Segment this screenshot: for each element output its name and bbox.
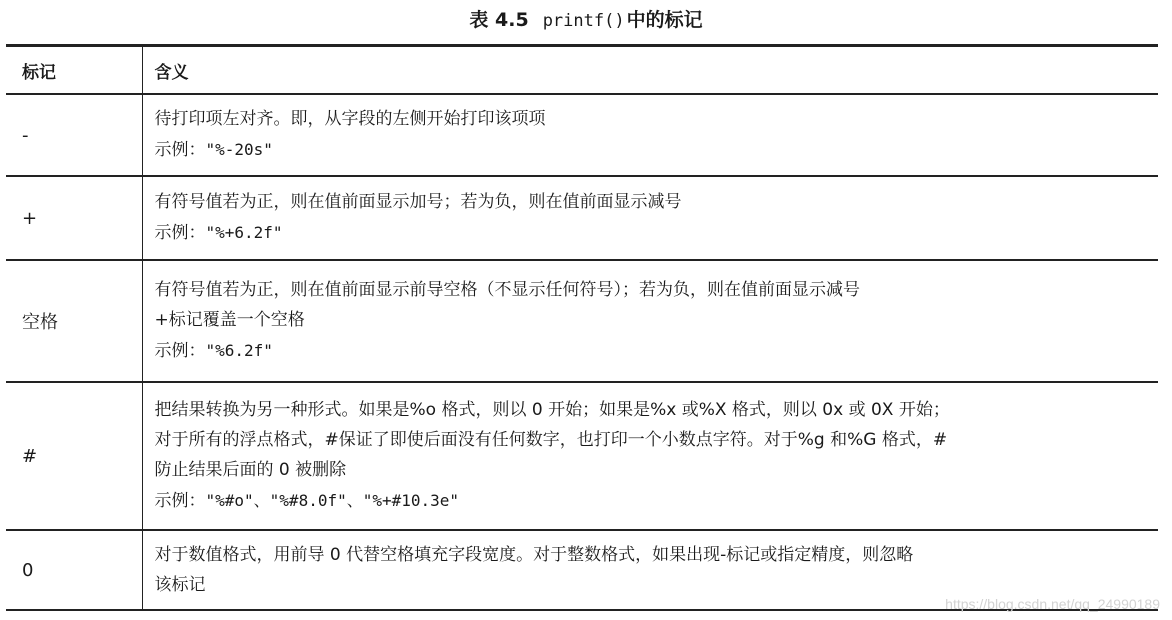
example-label: 示例： bbox=[154, 341, 206, 361]
meaning-cell bbox=[142, 94, 1158, 176]
table-caption bbox=[0, 6, 1172, 35]
table-row bbox=[6, 176, 1158, 260]
example-code: "%-20s" bbox=[205, 140, 273, 159]
header-flag: 标记 bbox=[6, 46, 142, 95]
flag-cell: 空格 bbox=[6, 260, 142, 382]
flag-cell: 0 bbox=[6, 530, 142, 610]
meaning-line: 该标记 bbox=[154, 575, 206, 595]
example-label: 示例： bbox=[154, 140, 206, 160]
example-code: "%#o"、"%#8.0f"、"%+#10.3e" bbox=[205, 491, 460, 510]
meaning-line: 把结果转换为另一种形式。如果是%o 格式，则以 0 开始；如果是%x 或%X 格式，则以 0x 或 0X 开始； bbox=[154, 400, 950, 420]
watermark-text: https://blog.csdn.net/qq_24990189 bbox=[945, 596, 1160, 612]
table-row bbox=[6, 94, 1158, 176]
example-line bbox=[155, 134, 1149, 166]
example-code: "%6.2f" bbox=[205, 341, 273, 360]
table-row bbox=[6, 382, 1158, 530]
meaning-line: 防止结果后面的 0 被删除 bbox=[154, 460, 347, 480]
table-row bbox=[6, 260, 1158, 382]
example-code: "%+6.2f" bbox=[205, 223, 283, 242]
printf-flags-table bbox=[6, 44, 1158, 611]
caption-suffix: 中的标记 bbox=[626, 9, 703, 31]
flag-cell: # bbox=[6, 382, 142, 530]
table-header-row bbox=[6, 46, 1158, 95]
example-label: 示例： bbox=[154, 223, 206, 243]
meaning-line: 有符号值若为正，则在值前面显示前导空格（不显示任何符号）；若为负，则在值前面显示减号 bbox=[154, 280, 860, 300]
example-line bbox=[155, 335, 1149, 367]
meaning-cell bbox=[142, 382, 1158, 530]
meaning-line: 对于数值格式，用前导 0 代替空格填充字段宽度。对于整数格式，如果出现-标记或指定精度，则忽略 bbox=[154, 545, 914, 565]
meaning-line: 有符号值若为正，则在值前面显示加号；若为负，则在值前面显示减号 bbox=[154, 192, 682, 212]
header-meaning: 含义 bbox=[142, 46, 1158, 95]
flag-cell: + bbox=[6, 176, 142, 260]
meaning-cell bbox=[142, 176, 1158, 260]
flag-cell: - bbox=[6, 94, 142, 176]
meaning-line: +标记覆盖一个空格 bbox=[154, 310, 305, 330]
example-line bbox=[155, 217, 1149, 249]
meaning-line: 对于所有的浮点格式，#保证了即使后面没有任何数字，也打印一个小数点字符。对于%g 和%G 格式，# bbox=[154, 430, 948, 450]
meaning-cell bbox=[142, 260, 1158, 382]
caption-code: printf() bbox=[542, 11, 625, 31]
caption-prefix: 表 4.5 bbox=[469, 9, 529, 31]
example-line bbox=[155, 485, 1149, 517]
meaning-line: 待打印项左对齐。即，从字段的左侧开始打印该项项 bbox=[154, 109, 546, 129]
example-label: 示例： bbox=[154, 491, 206, 511]
